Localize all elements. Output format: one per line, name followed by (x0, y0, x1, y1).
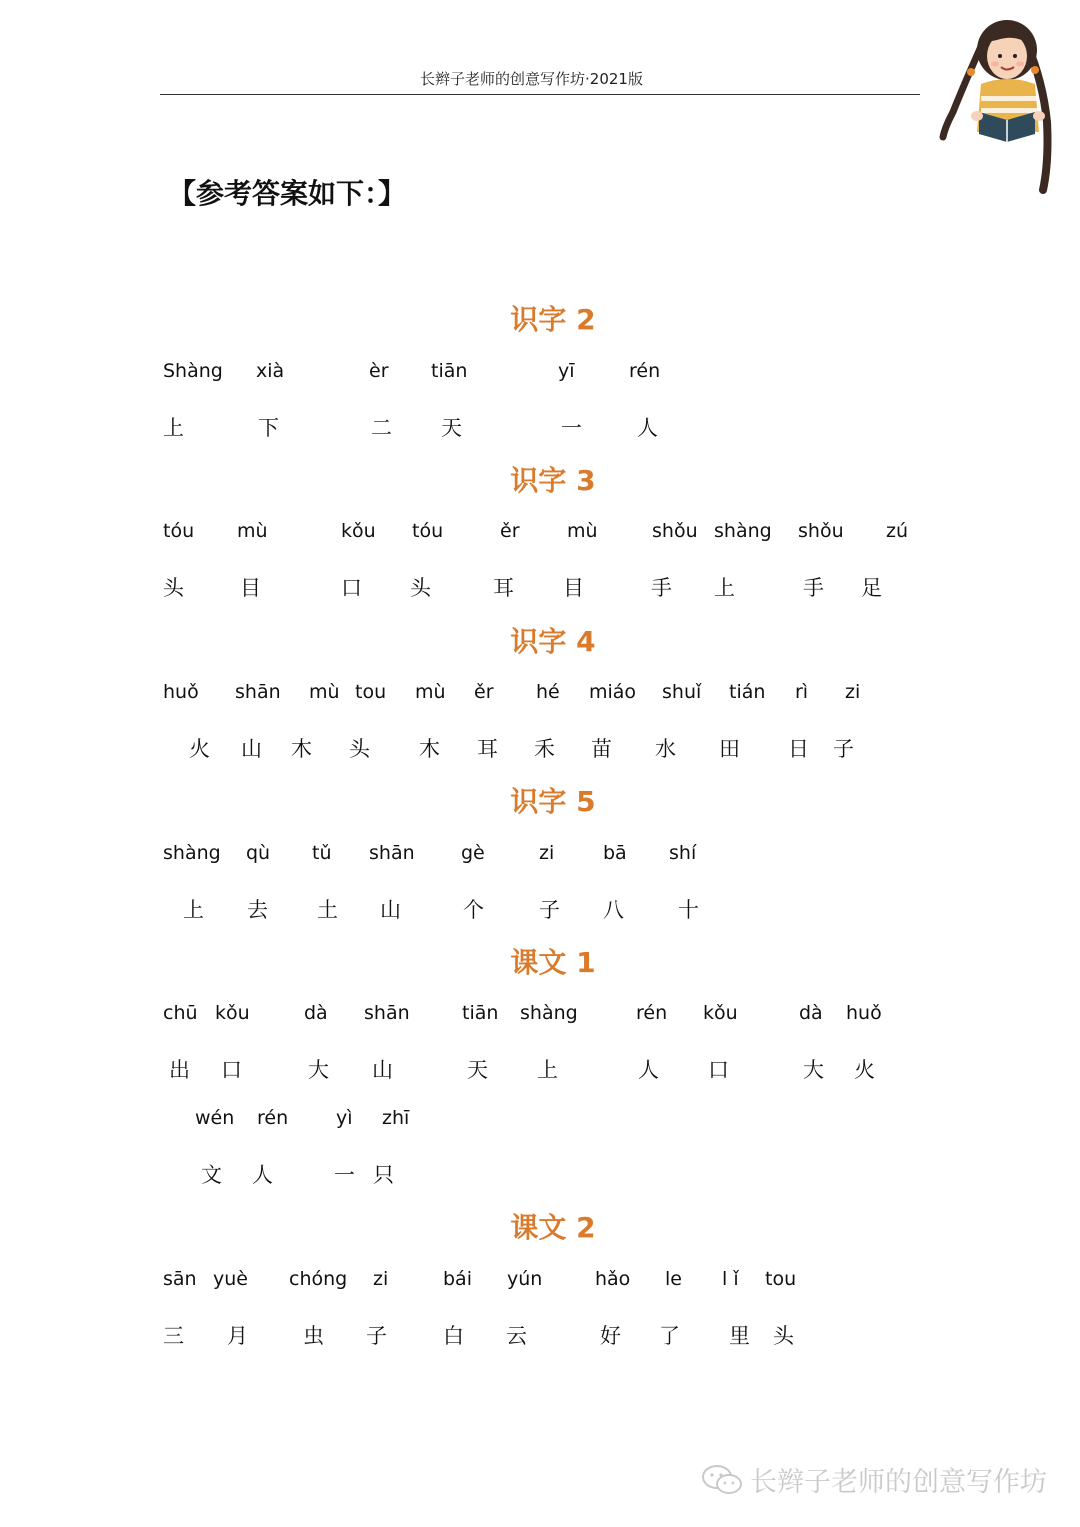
hanzi: 大 (803, 1058, 824, 1082)
hanzi: 头 (163, 576, 184, 600)
pinyin: tǔ (312, 842, 332, 864)
pinyin: huǒ (163, 681, 199, 703)
hanzi: 上 (537, 1058, 558, 1082)
watermark (700, 1460, 1047, 1499)
pinyin: tóu (163, 520, 195, 542)
pinyin: kǒu (703, 1002, 738, 1024)
pinyin: shān (369, 842, 415, 864)
hanzi: 了 (659, 1324, 680, 1348)
hanzi: 火 (189, 737, 210, 761)
pinyin: ěr (474, 681, 494, 703)
hanzi: 里 (729, 1324, 750, 1348)
watermark-text: 长辫子老师的创意写作坊 (750, 1467, 1047, 1498)
pinyin: zi (845, 681, 861, 703)
hanzi: 手 (803, 576, 824, 600)
hanzi: 虫 (303, 1324, 324, 1348)
pinyin: mù (309, 681, 340, 703)
hanzi: 去 (247, 898, 268, 922)
hanzi: 上 (163, 416, 184, 440)
pinyin: tóu (412, 520, 444, 542)
hanzi: 苗 (591, 737, 612, 761)
hanzi: 水 (655, 737, 676, 761)
hanzi: 山 (380, 898, 401, 922)
section-title-shizi-4: 识字 4 (510, 625, 596, 658)
pinyin: zi (539, 842, 555, 864)
hanzi: 天 (467, 1058, 488, 1082)
hanzi: 好 (600, 1324, 621, 1348)
hanzi: 头 (410, 576, 431, 600)
hanzi: 头 (349, 737, 370, 761)
pinyin: shuǐ (662, 681, 702, 703)
hanzi: 文 (201, 1163, 222, 1187)
hanzi: 天 (441, 416, 462, 440)
wechat-icon (700, 1463, 744, 1497)
pinyin: mù (415, 681, 446, 703)
pinyin: bā (603, 842, 627, 864)
pinyin: tián (729, 681, 766, 703)
pinyin: l ǐ (722, 1268, 739, 1290)
pinyin: le (665, 1268, 682, 1290)
pinyin: tou (765, 1268, 797, 1290)
pinyin: shǒu (798, 520, 844, 542)
hanzi: 人 (252, 1163, 273, 1187)
pinyin: rén (636, 1002, 668, 1024)
hanzi: 禾 (534, 737, 555, 761)
hanzi: 山 (241, 737, 262, 761)
pinyin: wén (195, 1107, 235, 1129)
hanzi: 月 (227, 1324, 248, 1348)
hanzi: 十 (678, 898, 699, 922)
pinyin: rì (795, 681, 809, 703)
main-title: 【参考答案如下：】 (168, 177, 407, 210)
pinyin: Shàng (163, 360, 223, 382)
hanzi: 木 (419, 737, 440, 761)
hanzi: 一 (334, 1163, 355, 1187)
hanzi: 三 (163, 1324, 184, 1348)
pinyin: shān (235, 681, 281, 703)
hanzi: 手 (651, 576, 672, 600)
pinyin: yì (336, 1107, 353, 1129)
section-title-kewen-2: 课文 2 (510, 1211, 596, 1244)
hanzi: 目 (240, 576, 261, 600)
hanzi: 目 (563, 576, 584, 600)
pinyin: sān (163, 1268, 197, 1290)
pinyin: shàng (714, 520, 772, 542)
pinyin: huǒ (846, 1002, 882, 1024)
section-title-shizi-3: 识字 3 (510, 464, 596, 497)
hanzi: 头 (773, 1324, 794, 1348)
pinyin: miáo (589, 681, 637, 703)
pinyin: kǒu (215, 1002, 250, 1024)
pinyin: èr (369, 360, 389, 382)
section-title-shizi-2: 识字 2 (510, 303, 596, 336)
hanzi: 耳 (493, 576, 514, 600)
hanzi: 云 (506, 1324, 527, 1348)
hanzi: 白 (443, 1324, 464, 1348)
pinyin: shàng (163, 842, 221, 864)
hanzi: 日 (788, 737, 809, 761)
pinyin: xià (256, 360, 285, 382)
pinyin: kǒu (341, 520, 376, 542)
pinyin: rén (257, 1107, 289, 1129)
hanzi: 二 (371, 416, 392, 440)
pinyin: mù (567, 520, 598, 542)
pinyin: gè (461, 842, 485, 864)
pinyin: chū (163, 1002, 198, 1024)
pinyin: shàng (520, 1002, 578, 1024)
pinyin: chóng (289, 1268, 348, 1290)
pinyin: yuè (213, 1268, 248, 1290)
header-title: 长辫子老师的创意写作坊·2021版 (420, 70, 643, 88)
header-divider (160, 94, 920, 95)
pinyin: ěr (500, 520, 520, 542)
hanzi: 人 (638, 1058, 659, 1082)
pinyin: bái (443, 1268, 472, 1290)
hanzi: 上 (714, 576, 735, 600)
hanzi: 只 (373, 1163, 394, 1187)
hanzi: 耳 (477, 737, 498, 761)
hanzi: 土 (317, 898, 338, 922)
hanzi: 口 (221, 1058, 242, 1082)
hanzi: 大 (308, 1058, 329, 1082)
pinyin: zi (373, 1268, 389, 1290)
pinyin: yī (558, 360, 575, 382)
hanzi: 出 (169, 1058, 190, 1082)
pinyin: mù (237, 520, 268, 542)
pinyin: rén (629, 360, 661, 382)
pinyin: dà (799, 1002, 823, 1024)
hanzi: 子 (366, 1324, 387, 1348)
pinyin: yún (507, 1268, 543, 1290)
hanzi: 足 (861, 576, 882, 600)
hanzi: 山 (372, 1058, 393, 1082)
hanzi: 木 (291, 737, 312, 761)
pinyin: hǎo (595, 1268, 631, 1290)
pinyin: shān (364, 1002, 410, 1024)
section-title-shizi-5: 识字 5 (510, 785, 596, 818)
pinyin: qù (246, 842, 271, 864)
pinyin: zhī (382, 1107, 410, 1129)
pinyin: tiān (462, 1002, 499, 1024)
hanzi: 口 (341, 576, 362, 600)
hanzi: 上 (183, 898, 204, 922)
hanzi: 下 (258, 416, 279, 440)
hanzi: 八 (603, 898, 624, 922)
hanzi: 个 (463, 898, 484, 922)
pinyin: hé (536, 681, 560, 703)
pinyin: dà (304, 1002, 328, 1024)
pinyin: tiān (431, 360, 468, 382)
girl-illustration-icon (935, 12, 1060, 202)
hanzi: 人 (637, 416, 658, 440)
hanzi: 子 (539, 898, 560, 922)
hanzi: 子 (833, 737, 854, 761)
hanzi: 田 (719, 737, 740, 761)
pinyin: shí (669, 842, 697, 864)
pinyin: zú (886, 520, 909, 542)
pinyin: tou (355, 681, 387, 703)
hanzi: 一 (561, 416, 582, 440)
hanzi: 火 (854, 1058, 875, 1082)
hanzi: 口 (708, 1058, 729, 1082)
pinyin: shǒu (652, 520, 698, 542)
section-title-kewen-1: 课文 1 (510, 946, 596, 979)
